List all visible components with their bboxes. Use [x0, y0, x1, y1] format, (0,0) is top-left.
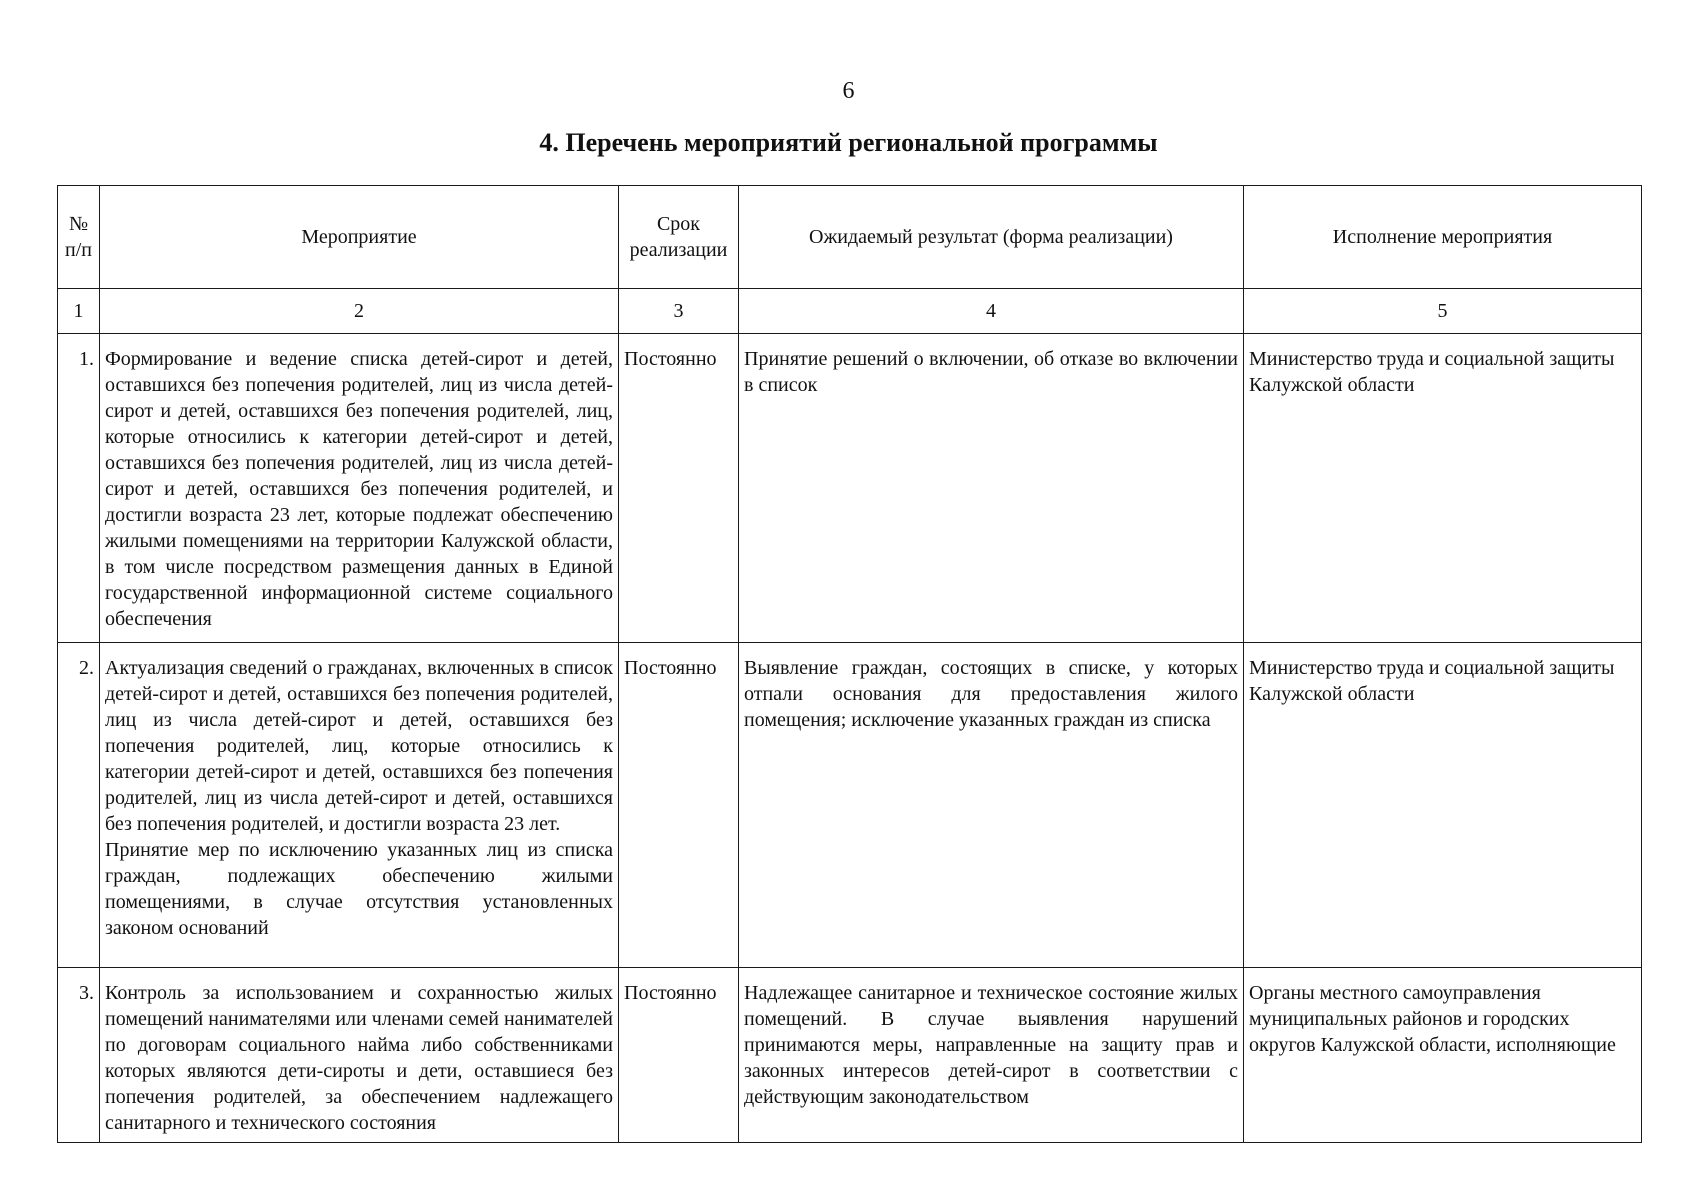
header-executor: Исполнение мероприятия — [1244, 186, 1642, 289]
executor-cell: Министерство труда и социальной защиты Калужской области — [1244, 643, 1642, 968]
page-number: 6 — [842, 78, 855, 104]
row-number: 1. — [58, 334, 100, 643]
term-cell: Постоянно — [619, 334, 739, 643]
term-cell: Постоянно — [619, 968, 739, 1143]
column-number: 4 — [739, 289, 1244, 334]
result-cell: Надлежащее санитарное и техническое состояние жилых помещений. В случае выявления нарушений принимаются меры, направленные на защиту прав и законных интересов детей-сирот в соответствии с действующим законодательством — [739, 968, 1244, 1143]
header-num: № п/п — [58, 186, 100, 289]
column-number-row — [58, 289, 1642, 334]
column-number: 5 — [1244, 289, 1642, 334]
measure-text: Актуализация сведений о гражданах, включенных в список детей-сирот и детей, оставшихся без попечения родителей, лиц из числа детей-сирот и детей, оставшихся без попечения родителей, лиц, которые относились к категории детей-сирот и детей, оставшихся без попечения родителей, лиц из числа детей-сирот и детей, оставшихся без попечения родителей, и достигли возраста 23 лет. — [105, 657, 613, 835]
table-row — [58, 968, 1642, 1143]
table-row — [58, 334, 1642, 643]
executor-cell: Органы местного самоуправления муниципальных районов и городских округов Калужской области, исполняющие — [1244, 968, 1642, 1143]
result-cell: Принятие решений о включении, об отказе во включении в список — [739, 334, 1244, 643]
header-term: Срок реализации — [619, 186, 739, 289]
column-number: 1 — [58, 289, 100, 334]
measures-table — [57, 185, 1642, 1143]
measure-text: Контроль за использованием и сохранностью жилых помещений нанимателями или членами семей нанимателей по договорам социального найма либо собственниками которых являются дети-сироты и дети, оставшиеся без попечения родителей, за обеспечением надлежащего санитарного и технического состояния — [105, 982, 613, 1134]
table-header-row — [58, 186, 1642, 289]
measure-cell — [100, 968, 619, 1143]
table-row — [58, 643, 1642, 968]
column-number: 2 — [100, 289, 619, 334]
page-title: 4. Перечень мероприятий региональной программы — [539, 128, 1158, 157]
header-result: Ожидаемый результат (форма реализации) — [739, 186, 1244, 289]
row-number: 3. — [58, 968, 100, 1143]
header-measure: Мероприятие — [100, 186, 619, 289]
result-cell: Выявление граждан, состоящих в списке, у которых отпали основания для предоставления жилого помещения; исключение указанных граждан из списка — [739, 643, 1244, 968]
row-number: 2. — [58, 643, 100, 968]
measure-text: Формирование и ведение списка детей-сирот и детей, оставшихся без попечения родителей, лиц из числа детей-сирот и детей, оставшихся без попечения родителей, лиц, которые относились к категории детей-сирот и детей, оставшихся без попечения родителей, лиц из числа детей-сирот и детей, оставшихся без попечения родителей, и достигли возраста 23 лет, которые подлежат обеспечению жилыми помещениями на территории Калужской области, в том числе посредством размещения данных в Единой государственной информационной системе социального обеспечения — [105, 348, 613, 630]
column-number: 3 — [619, 289, 739, 334]
executor-cell: Министерство труда и социальной защиты Калужской области — [1244, 334, 1642, 643]
measure-cell — [100, 643, 619, 968]
measure-cell — [100, 334, 619, 643]
measure-text: Принятие мер по исключению указанных лиц из списка граждан, подлежащих обеспечению жилыми помещениями, в случае отсутствия установленных законом оснований — [105, 839, 613, 939]
term-cell: Постоянно — [619, 643, 739, 968]
